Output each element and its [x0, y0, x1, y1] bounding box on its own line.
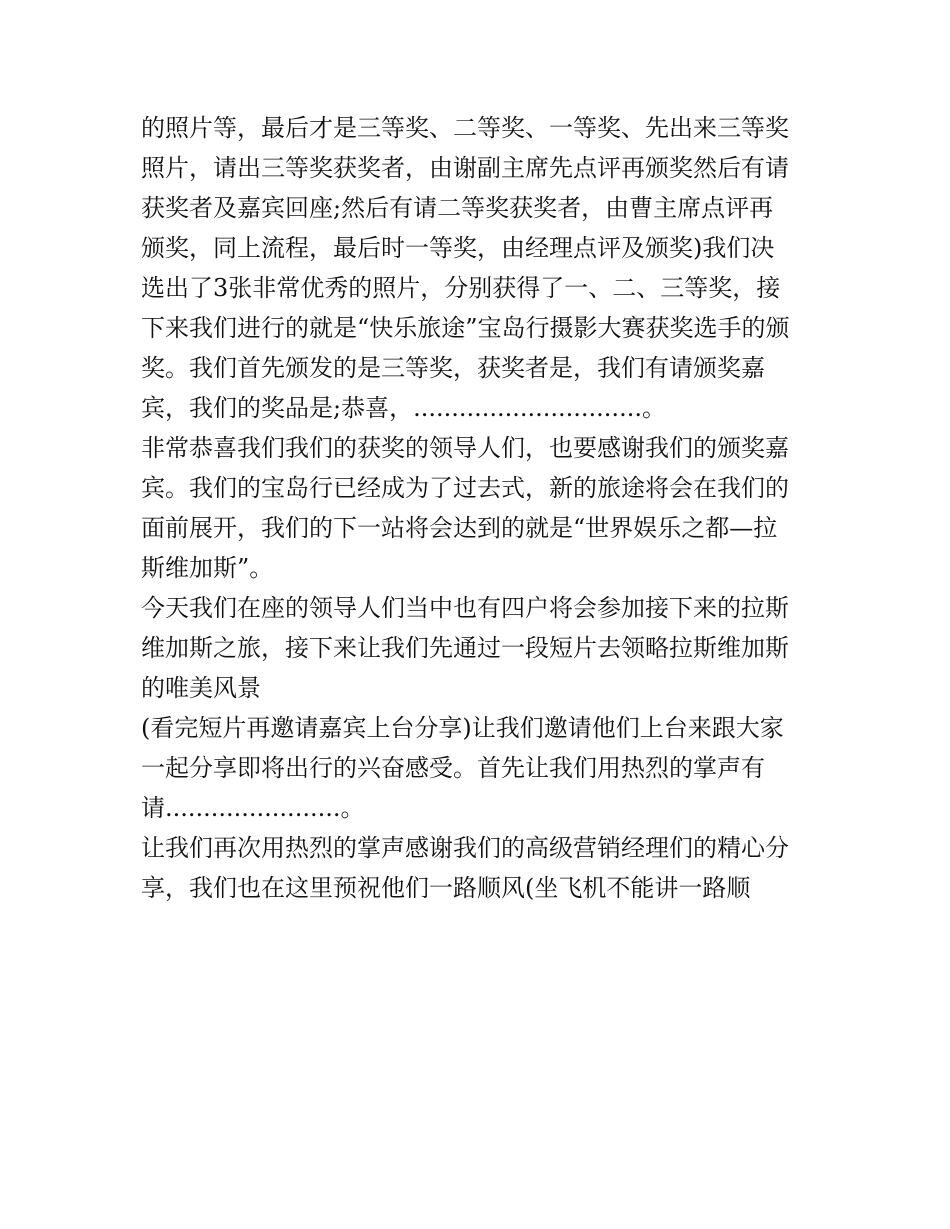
- text-line: 非常恭喜我们我们的获奖的领导人们，也要感谢我们的颁奖嘉: [141, 434, 789, 462]
- text-line: 的照片等，最后才是三等奖、二等奖、一等奖、先出来三等奖: [141, 114, 789, 142]
- text-line: 宾，我们的奖品是;恭喜，..............................。: [141, 394, 666, 422]
- text-line: 照片，请出三等奖获奖者，由谢副主席先点评再颁奖然后有请: [141, 154, 789, 182]
- text-line: 享，我们也在这里预祝他们一路顺风(坐飞机不能讲一路顺: [141, 874, 751, 902]
- text-line: 的唯美风景: [141, 674, 261, 702]
- text-line: 面前展开，我们的下一站将会达到的就是“世界娱乐之都—拉: [141, 514, 778, 542]
- text-line: 让我们再次用热烈的掌声感谢我们的高级营销经理们的精心分: [141, 834, 789, 862]
- text-line: 颁奖，同上流程，最后时一等奖，由经理点评及颁奖)我们决: [141, 234, 775, 262]
- text-line: 获奖者及嘉宾回座;然后有请二等奖获奖者，由曹主席点评再: [141, 194, 774, 222]
- text-line: 奖。我们首先颁发的是三等奖，获奖者是，我们有请颁奖嘉: [141, 354, 765, 382]
- text-line: 宾。我们的宝岛行已经成为了过去式，新的旅途将会在我们的: [141, 474, 789, 502]
- text-line: 一起分享即将出行的兴奋感受。首先让我们用热烈的掌声有: [141, 754, 765, 782]
- text-line: 请.......................。: [141, 794, 365, 822]
- text-line: 维加斯之旅，接下来让我们先通过一段短片去领略拉斯维加斯: [141, 634, 789, 662]
- text-line: 选出了3张非常优秀的照片，分别获得了一、二、三等奖，接: [141, 274, 781, 302]
- text-line: 今天我们在座的领导人们当中也有四户将会参加接下来的拉斯: [141, 594, 789, 622]
- text-line: 下来我们进行的就是“快乐旅途”宝岛行摄影大赛获奖选手的颁: [141, 314, 790, 342]
- text-line: 斯维加斯”。: [141, 554, 274, 582]
- text-line: (看完短片再邀请嘉宾上台分享)让我们邀请他们上台来跟大家: [141, 714, 784, 742]
- document-body: [141, 108, 811, 908]
